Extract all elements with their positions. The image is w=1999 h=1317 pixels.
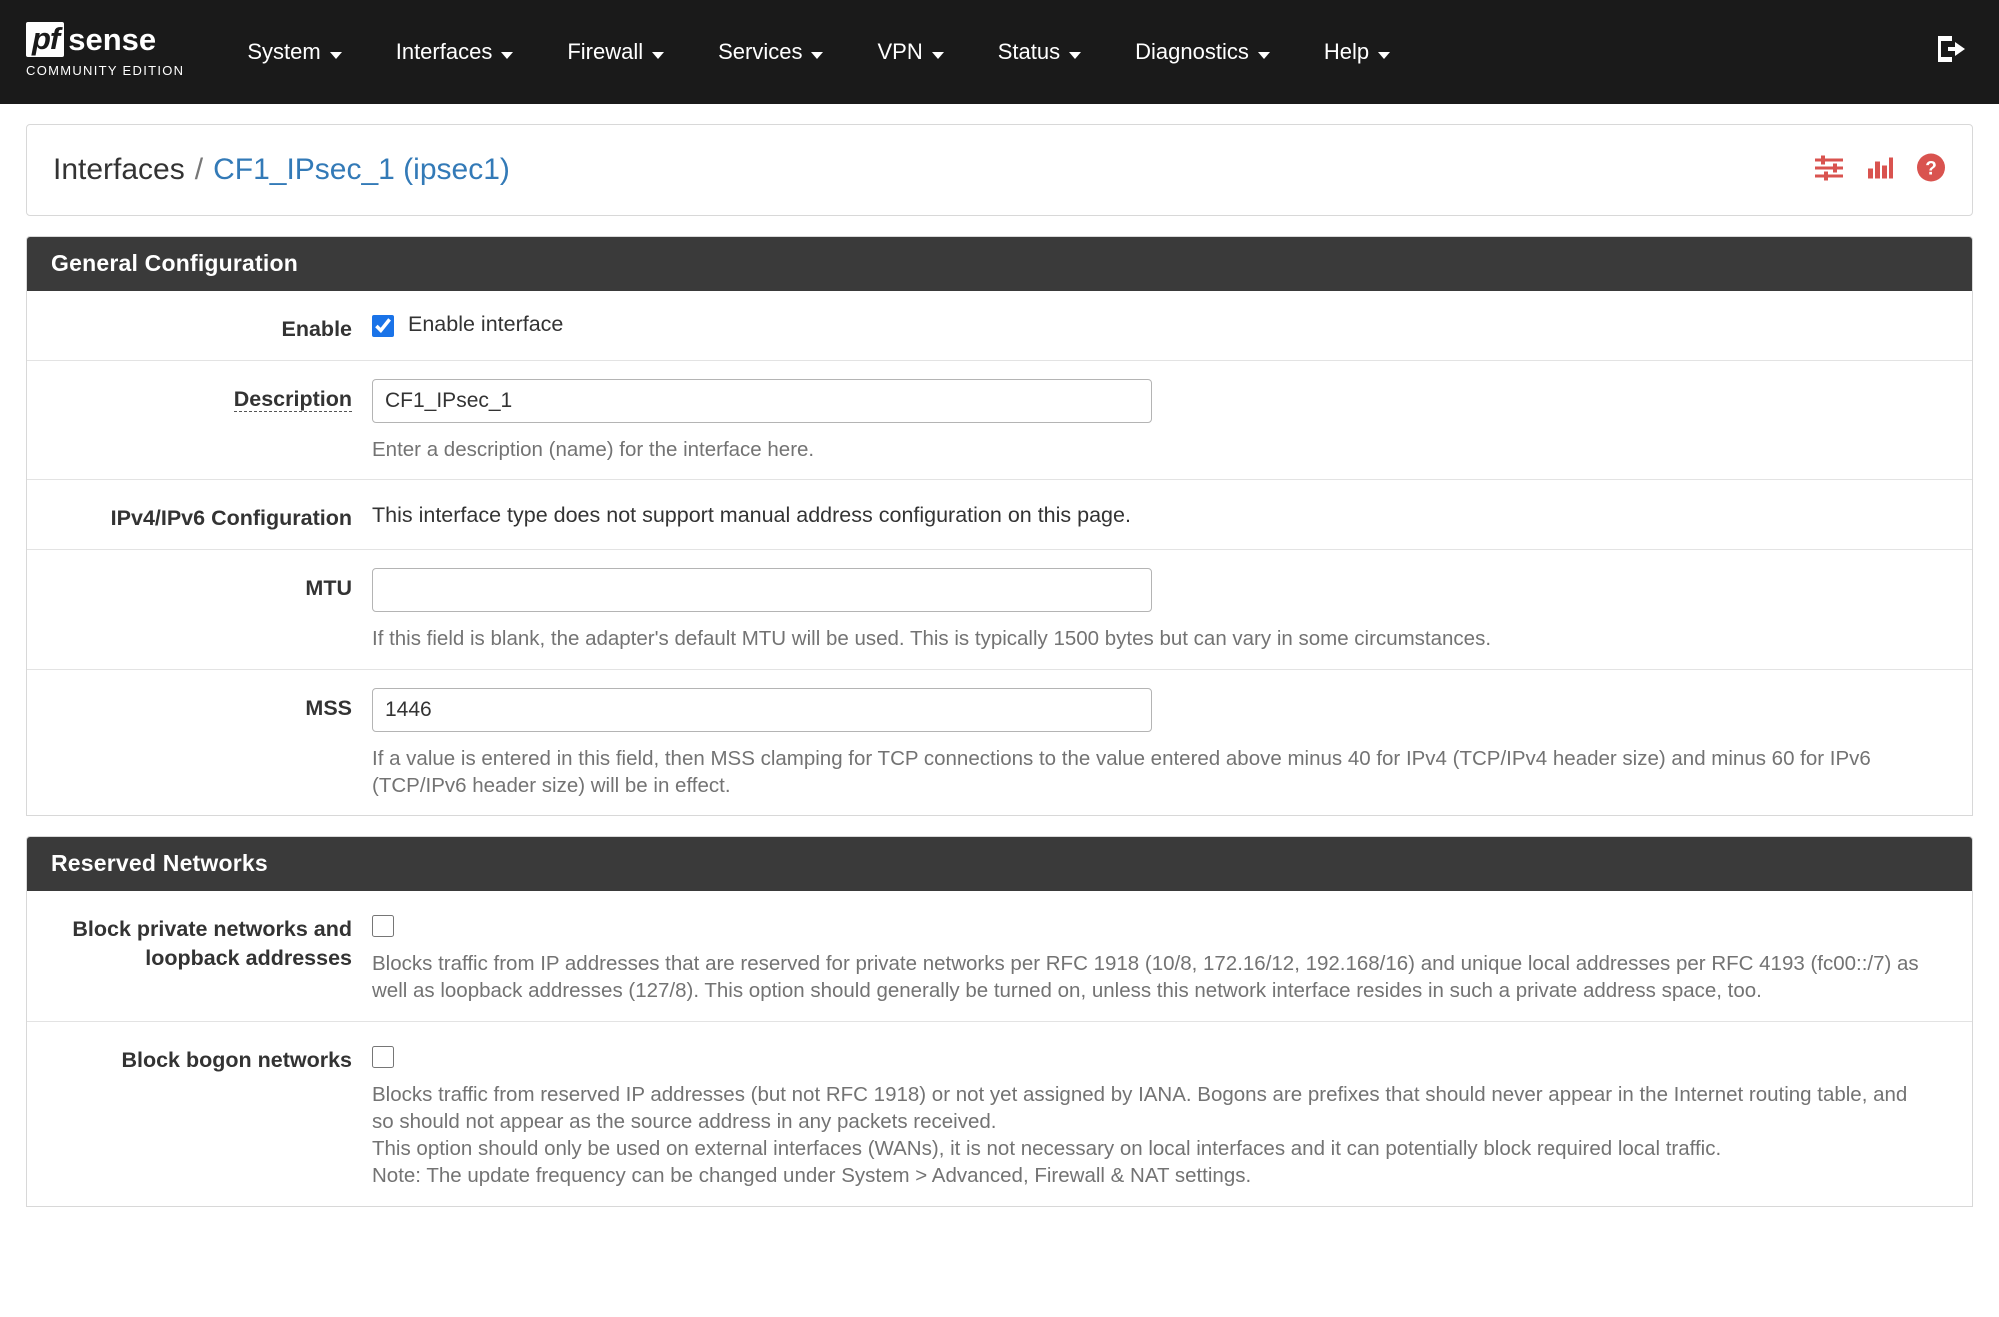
enable-interface-checkbox[interactable] <box>372 315 394 337</box>
description-input[interactable] <box>372 379 1152 423</box>
description-label-text[interactable]: Description <box>233 387 352 412</box>
nav-item-vpn[interactable] <box>850 0 970 104</box>
chevron-down-icon <box>811 52 823 59</box>
mss-label: MSS <box>305 695 352 720</box>
nav-menu <box>220 0 1417 104</box>
reserved-networks-body <box>27 891 1972 1206</box>
nav-item-interfaces[interactable] <box>369 0 541 104</box>
brand-pf-text: pf <box>26 22 64 57</box>
reserved-networks-panel <box>26 836 1973 1207</box>
ip-configuration-label: IPv4/IPv6 Configuration <box>110 506 352 531</box>
logout-icon[interactable] <box>1935 34 1969 70</box>
breadcrumb-current[interactable]: CF1_IPsec_1 (ipsec1) <box>213 153 510 186</box>
nav-item-status[interactable] <box>971 0 1108 104</box>
block-bogon-networks-label: Block bogon networks <box>121 1047 352 1072</box>
brand-sense-text: sense <box>68 22 157 57</box>
breadcrumb <box>53 153 510 187</box>
general-configuration-body <box>27 291 1972 815</box>
mtu-input[interactable] <box>372 568 1152 612</box>
mss-help: If a value is entered in this field, then MSS clamping for TCP connections to the value entered above minus 40 for IPv4 (TCP/IPv4 header size) and minus 60 for IPv6 (TCP/IPv6 header size) will be in effect. <box>372 746 1871 797</box>
nav-item-diagnostics[interactable] <box>1108 0 1297 104</box>
general-configuration-panel <box>26 236 1973 816</box>
bar-chart-icon[interactable] <box>1866 155 1894 186</box>
block-bogon-networks-help-2: This option should only be used on external interfaces (WANs), it is not necessary on local interfaces and it can potentially block required local traffic. <box>372 1137 1722 1161</box>
mtu-label: MTU <box>305 576 352 601</box>
general-configuration-title: General Configuration <box>27 237 1972 291</box>
ip-configuration-text: This interface type does not support manual address configuration on this page. <box>372 503 1131 528</box>
chevron-down-icon <box>652 52 664 59</box>
enable-checkbox-wrap <box>372 309 1946 339</box>
chevron-down-icon <box>330 52 342 59</box>
nav-item-system-label: System <box>247 39 321 64</box>
chevron-down-icon <box>501 52 513 59</box>
block-private-checkbox-wrap <box>372 909 1946 937</box>
block-bogon-networks-help-3: Note: The update frequency can be changed under System > Advanced, Firewall & NAT settings. <box>372 1164 1252 1188</box>
help-circle-icon[interactable] <box>1916 153 1946 188</box>
row-block-bogon-networks <box>27 1022 1972 1206</box>
header-icon-group <box>1814 153 1946 188</box>
block-private-networks-checkbox[interactable] <box>372 915 394 937</box>
top-navbar <box>0 0 1999 104</box>
nav-item-help[interactable] <box>1297 0 1417 104</box>
block-bogon-networks-help-1: Blocks traffic from reserved IP addresses (but not RFC 1918) or not yet assigned by IANA. Bogons are prefixes that should never appear in the Internet routing table, and so should not appear as the source address in any packets received. <box>372 1082 1908 1133</box>
row-block-private-networks <box>27 891 1972 1022</box>
block-bogon-networks-field <box>372 1040 1972 1190</box>
enable-interface-checkbox-label[interactable]: Enable interface <box>408 312 564 336</box>
row-ip-configuration <box>27 480 1972 550</box>
nav-item-services-label: Services <box>718 39 803 64</box>
chevron-down-icon <box>1378 52 1390 59</box>
block-private-networks-field <box>372 909 1972 1005</box>
chevron-down-icon <box>1258 52 1270 59</box>
chevron-down-icon <box>932 52 944 59</box>
brand-subtitle: COMMUNITY EDITION <box>26 63 185 78</box>
chevron-down-icon <box>1069 52 1081 59</box>
page-content <box>0 124 1999 1207</box>
mtu-field <box>372 568 1972 652</box>
nav-item-interfaces-label: Interfaces <box>395 39 493 64</box>
row-enable <box>27 291 1972 361</box>
description-help: Enter a description (name) for the interface here. <box>372 438 815 462</box>
nav-item-firewall-label: Firewall <box>567 39 644 64</box>
nav-item-help-label: Help <box>1323 39 1370 64</box>
row-description <box>27 361 1972 480</box>
breadcrumb-root: Interfaces <box>53 153 185 186</box>
nav-item-vpn-label: VPN <box>877 39 923 64</box>
nav-item-status-label: Status <box>997 39 1061 64</box>
ip-configuration-field <box>372 498 1972 528</box>
mss-field <box>372 688 1972 800</box>
mss-input[interactable] <box>372 688 1152 732</box>
brand-logo-text <box>26 22 184 57</box>
description-field <box>372 379 1972 463</box>
sliders-icon[interactable] <box>1814 155 1844 186</box>
block-private-networks-help: Blocks traffic from IP addresses that are reserved for private networks per RFC 1918 (10/8, 172.16/12, 192.168/16) and unique local addresses per RFC 4193 (fc00::/7) as well as loopback addresses (127/8). This option should generally be turned on, unless this network interface resides in such a private address space, too. <box>372 952 1919 1003</box>
block-private-networks-label: Block private networks and loopback addresses <box>72 917 352 971</box>
nav-item-diagnostics-label: Diagnostics <box>1135 39 1249 64</box>
row-mss <box>27 670 1972 816</box>
block-bogon-networks-checkbox[interactable] <box>372 1046 394 1068</box>
reserved-networks-title: Reserved Networks <box>27 837 1972 891</box>
page-header <box>26 124 1973 216</box>
nav-item-firewall[interactable] <box>540 0 691 104</box>
enable-field <box>372 309 1972 339</box>
description-label <box>27 379 372 414</box>
row-mtu <box>27 550 1972 669</box>
nav-item-services[interactable] <box>691 0 850 104</box>
brand-logo[interactable] <box>26 22 184 82</box>
mtu-help: If this field is blank, the adapter's default MTU will be used. This is typically 1500 bytes but can vary in some circumstances. <box>372 627 1492 651</box>
breadcrumb-separator: / <box>194 153 204 186</box>
enable-label: Enable <box>281 317 352 341</box>
nav-item-system[interactable] <box>220 0 368 104</box>
block-bogon-checkbox-wrap <box>372 1040 1946 1068</box>
svg-text:?: ? <box>1925 158 1937 180</box>
